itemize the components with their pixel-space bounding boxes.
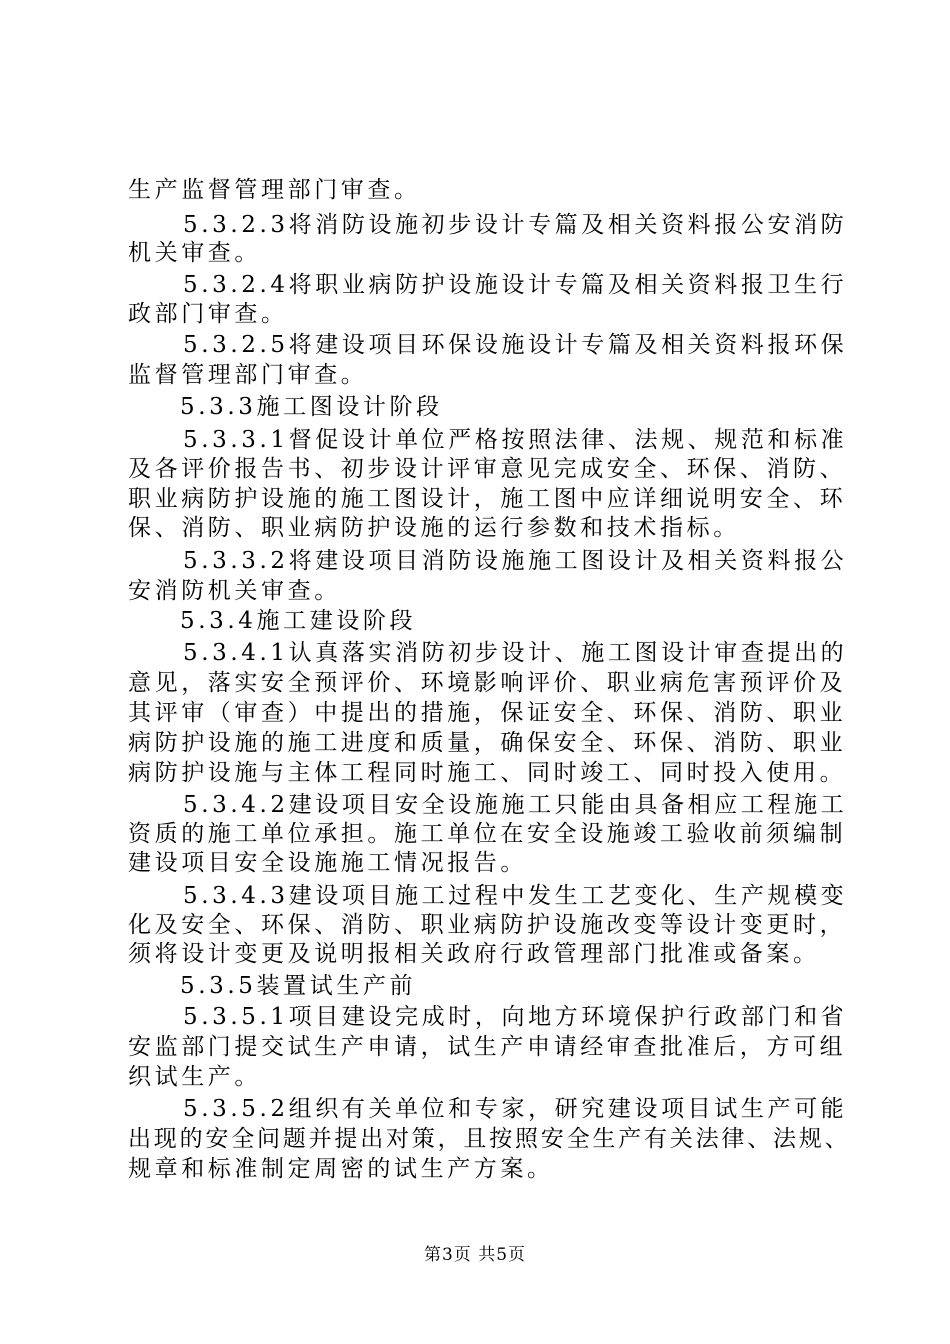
text-line: 政部门审查。 [128,301,288,327]
text-line: 须将设计变更及说明报相关政府行政管理部门批准或备案。 [128,941,820,967]
text-line: 及各评价报告书、初步设计评审意见完成安全、环保、消防、 [128,456,847,482]
text-line: 监督管理部门审查。 [128,362,368,388]
text-line: 5.3.5.2组织有关单位和专家，研究建设项目试生产可能 [183,1096,848,1122]
text-line: 5.3.3.1督促设计单位严格按照法律、法规、规范和标准 [183,427,848,453]
text-line: 生产监督管理部门审查。 [128,177,421,203]
text-line: 资质的施工单位承担。施工单位在安全设施竣工验收前须编制 [128,821,847,847]
text-line: 织试生产。 [128,1064,261,1090]
text-line: 安消防机关审查。 [128,578,341,604]
text-line: 5.3.2.4将职业病防护设施设计专篇及相关资料报卫生行 [183,272,848,298]
text-line: 保、消防、职业病防护设施的运行参数和技术指标。 [128,515,740,541]
text-line: 5.3.3.2将建设项目消防设施施工图设计及相关资料报公 [183,548,848,574]
text-line: 5.3.5.1项目建设完成时，向地方环境保护行政部门和省 [183,1004,848,1030]
text-line: 5.3.4.3建设项目施工过程中发生工艺变化、生产规模变 [183,883,848,909]
text-line: 机关审查。 [128,240,261,266]
page-footer: 第3页 共5页 [423,1245,527,1265]
text-line: 5.3.2.3将消防设施初步设计专篇及相关资料报公安消防 [183,212,848,238]
text-line: 规章和标准制定周密的试生产方案。 [128,1156,554,1182]
text-line: 出现的安全问题并提出对策，且按照安全生产有关法律、法规、 [128,1126,851,1152]
text-line: 安监部门提交试生产申请，试生产申请经审查批准后，方可组 [128,1034,847,1060]
section-heading: 5.3.5装置试生产前 [180,973,417,999]
text-line: 化及安全、环保、消防、职业病防护设施改变等设计变更时， [128,912,847,938]
text-line: 其评审（审查）中提出的措施，保证安全、环保、消防、职业 [128,700,847,726]
section-heading: 5.3.4施工建设阶段 [180,608,417,634]
section-heading: 5.3.3施工图设计阶段 [180,394,443,420]
text-line: 5.3.4.1认真落实消防初步设计、施工图设计审查提出的 [183,640,848,666]
text-line: 5.3.4.2建设项目安全设施施工只能由具备相应工程施工 [183,792,848,818]
text-line: 病防护设施与主体工程同时施工、同时竣工、同时投入使用。 [128,760,847,786]
text-line: 建设项目安全设施施工情况报告。 [128,850,527,876]
text-line: 病防护设施的施工进度和质量，确保安全、环保、消防、职业 [128,730,847,756]
text-line: 职业病防护设施的施工图设计，施工图中应详细说明安全、环 [128,486,847,512]
text-line: 意见，落实安全预评价、环境影响评价、职业病危害预评价及 [128,670,847,696]
text-line: 5.3.2.5将建设项目环保设施设计专篇及相关资料报环保 [183,332,848,358]
